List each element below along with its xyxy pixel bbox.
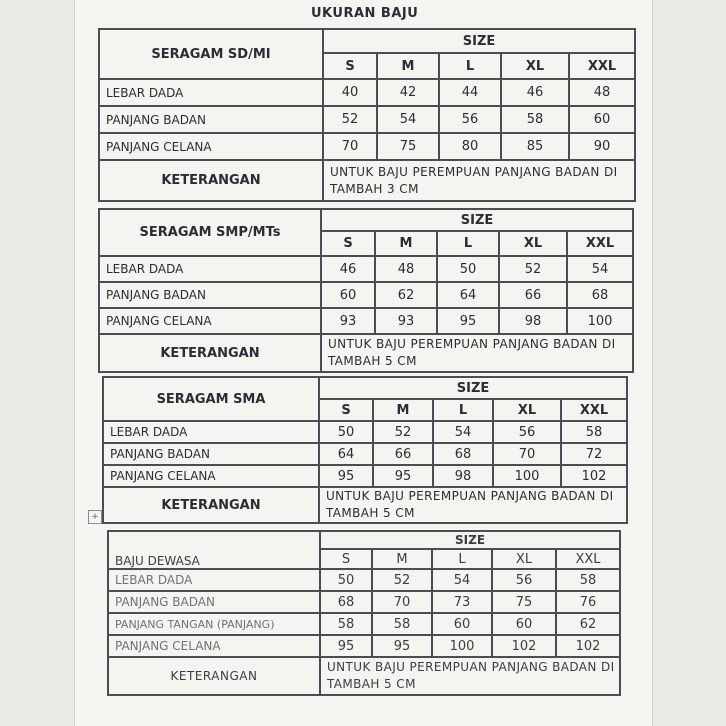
value-cell: 85 — [501, 133, 569, 160]
category-cell: BAJU DEWASA — [108, 531, 320, 569]
value-cell: 93 — [375, 308, 437, 334]
value-cell: 75 — [377, 133, 439, 160]
size-header: SIZE — [321, 209, 633, 231]
value-cell: 68 — [320, 591, 372, 613]
value-cell: 93 — [321, 308, 375, 334]
row-label: LEBAR DADA — [103, 421, 319, 443]
table-row — [99, 79, 635, 106]
category-cell: SERAGAM SMP/MTs — [99, 209, 321, 256]
value-cell: 70 — [493, 443, 561, 465]
value-cell: 40 — [323, 79, 377, 106]
value-cell: 102 — [561, 465, 627, 487]
value-cell: 48 — [569, 79, 635, 106]
row-label: LEBAR DADA — [99, 256, 321, 282]
size-col-m: M — [375, 231, 437, 256]
value-cell: 80 — [439, 133, 501, 160]
value-cell: 64 — [437, 282, 499, 308]
value-cell: 90 — [569, 133, 635, 160]
size-col-l: L — [439, 53, 501, 79]
value-cell: 100 — [567, 308, 633, 334]
value-cell: 102 — [556, 635, 620, 657]
category-cell: SERAGAM SD/MI — [99, 29, 323, 79]
size-header: SIZE — [320, 531, 620, 549]
table-row — [103, 443, 627, 465]
row-label: PANJANG BADAN — [108, 591, 320, 613]
value-cell: 68 — [567, 282, 633, 308]
value-cell: 70 — [372, 591, 432, 613]
value-cell: 76 — [556, 591, 620, 613]
size-table-sma — [102, 376, 628, 524]
value-cell: 100 — [493, 465, 561, 487]
note-text: UNTUK BAJU PEREMPUAN PANJANG BADAN DI TAMBAH 5 CM — [320, 657, 620, 695]
table-row — [108, 569, 620, 591]
table-row — [108, 613, 620, 635]
value-cell: 50 — [319, 421, 373, 443]
value-cell: 52 — [373, 421, 433, 443]
value-cell: 95 — [373, 465, 433, 487]
keterangan-label: KETERANGAN — [103, 487, 319, 523]
row-label: LEBAR DADA — [99, 79, 323, 106]
size-col-s: S — [323, 53, 377, 79]
value-cell: 64 — [319, 443, 373, 465]
value-cell: 56 — [439, 106, 501, 133]
size-col-m: M — [377, 53, 439, 79]
value-cell: 60 — [569, 106, 635, 133]
category-cell: SERAGAM SMA — [103, 377, 319, 421]
value-cell: 60 — [321, 282, 375, 308]
value-cell: 62 — [375, 282, 437, 308]
value-cell: 54 — [567, 256, 633, 282]
value-cell: 50 — [437, 256, 499, 282]
size-header: SIZE — [323, 29, 635, 53]
table-row — [99, 256, 633, 282]
value-cell: 95 — [437, 308, 499, 334]
value-cell: 52 — [499, 256, 567, 282]
value-cell: 58 — [501, 106, 569, 133]
row-label: PANJANG CELANA — [99, 133, 323, 160]
value-cell: 66 — [499, 282, 567, 308]
table-row — [108, 591, 620, 613]
note-text: UNTUK BAJU PEREMPUAN PANJANG BADAN DI TAMBAH 5 CM — [321, 334, 633, 372]
value-cell: 48 — [375, 256, 437, 282]
value-cell: 56 — [493, 421, 561, 443]
row-label: PANJANG BADAN — [103, 443, 319, 465]
table-move-handle-icon[interactable]: + — [88, 510, 102, 524]
value-cell: 62 — [556, 613, 620, 635]
note-text: UNTUK BAJU PEREMPUAN PANJANG BADAN DI TAMBAH 3 CM — [323, 160, 635, 201]
value-cell: 102 — [492, 635, 556, 657]
note-text: UNTUK BAJU PEREMPUAN PANJANG BADAN DI TAMBAH 5 CM — [319, 487, 627, 523]
value-cell: 42 — [377, 79, 439, 106]
value-cell: 58 — [556, 569, 620, 591]
document-title: UKURAN BAJU — [311, 6, 419, 21]
size-col-m: M — [372, 549, 432, 569]
value-cell: 54 — [432, 569, 492, 591]
size-col-m: M — [373, 399, 433, 421]
size-col-l: L — [437, 231, 499, 256]
value-cell: 98 — [433, 465, 493, 487]
keterangan-label: KETERANGAN — [108, 657, 320, 695]
row-label: PANJANG CELANA — [103, 465, 319, 487]
table-row — [99, 133, 635, 160]
size-col-xl: XL — [493, 399, 561, 421]
row-label: PANJANG BADAN — [99, 282, 321, 308]
value-cell: 95 — [319, 465, 373, 487]
value-cell: 52 — [323, 106, 377, 133]
size-col-xxl: XXL — [567, 231, 633, 256]
value-cell: 72 — [561, 443, 627, 465]
value-cell: 66 — [373, 443, 433, 465]
size-col-l: L — [433, 399, 493, 421]
value-cell: 52 — [372, 569, 432, 591]
value-cell: 73 — [432, 591, 492, 613]
size-col-xl: XL — [499, 231, 567, 256]
value-cell: 58 — [320, 613, 372, 635]
value-cell: 98 — [499, 308, 567, 334]
value-cell: 56 — [492, 569, 556, 591]
value-cell: 54 — [433, 421, 493, 443]
size-col-xxl: XXL — [569, 53, 635, 79]
size-col-xl: XL — [492, 549, 556, 569]
size-col-xl: XL — [501, 53, 569, 79]
table-row — [99, 308, 633, 334]
value-cell: 46 — [501, 79, 569, 106]
size-col-l: L — [432, 549, 492, 569]
row-label: PANJANG TANGAN (PANJANG) — [108, 613, 320, 635]
size-col-xxl: XXL — [556, 549, 620, 569]
value-cell: 100 — [432, 635, 492, 657]
value-cell: 70 — [323, 133, 377, 160]
table-row — [103, 465, 627, 487]
table-row — [108, 635, 620, 657]
value-cell: 95 — [320, 635, 372, 657]
size-header: SIZE — [319, 377, 627, 399]
row-label: PANJANG BADAN — [99, 106, 323, 133]
table-row — [99, 282, 633, 308]
size-col-s: S — [319, 399, 373, 421]
size-table-smp — [98, 208, 634, 373]
value-cell: 58 — [561, 421, 627, 443]
row-label: PANJANG CELANA — [99, 308, 321, 334]
keterangan-label: KETERANGAN — [99, 160, 323, 201]
size-col-s: S — [320, 549, 372, 569]
value-cell: 68 — [433, 443, 493, 465]
value-cell: 58 — [372, 613, 432, 635]
value-cell: 46 — [321, 256, 375, 282]
keterangan-label: KETERANGAN — [99, 334, 321, 372]
size-table-sd — [98, 28, 636, 202]
value-cell: 54 — [377, 106, 439, 133]
value-cell: 44 — [439, 79, 501, 106]
table-row — [99, 106, 635, 133]
row-label: LEBAR DADA — [108, 569, 320, 591]
size-table-dewasa — [107, 530, 621, 696]
size-col-s: S — [321, 231, 375, 256]
row-label: PANJANG CELANA — [108, 635, 320, 657]
value-cell: 60 — [432, 613, 492, 635]
value-cell: 95 — [372, 635, 432, 657]
value-cell: 75 — [492, 591, 556, 613]
value-cell: 50 — [320, 569, 372, 591]
table-row — [103, 421, 627, 443]
value-cell: 60 — [492, 613, 556, 635]
size-col-xxl: XXL — [561, 399, 627, 421]
